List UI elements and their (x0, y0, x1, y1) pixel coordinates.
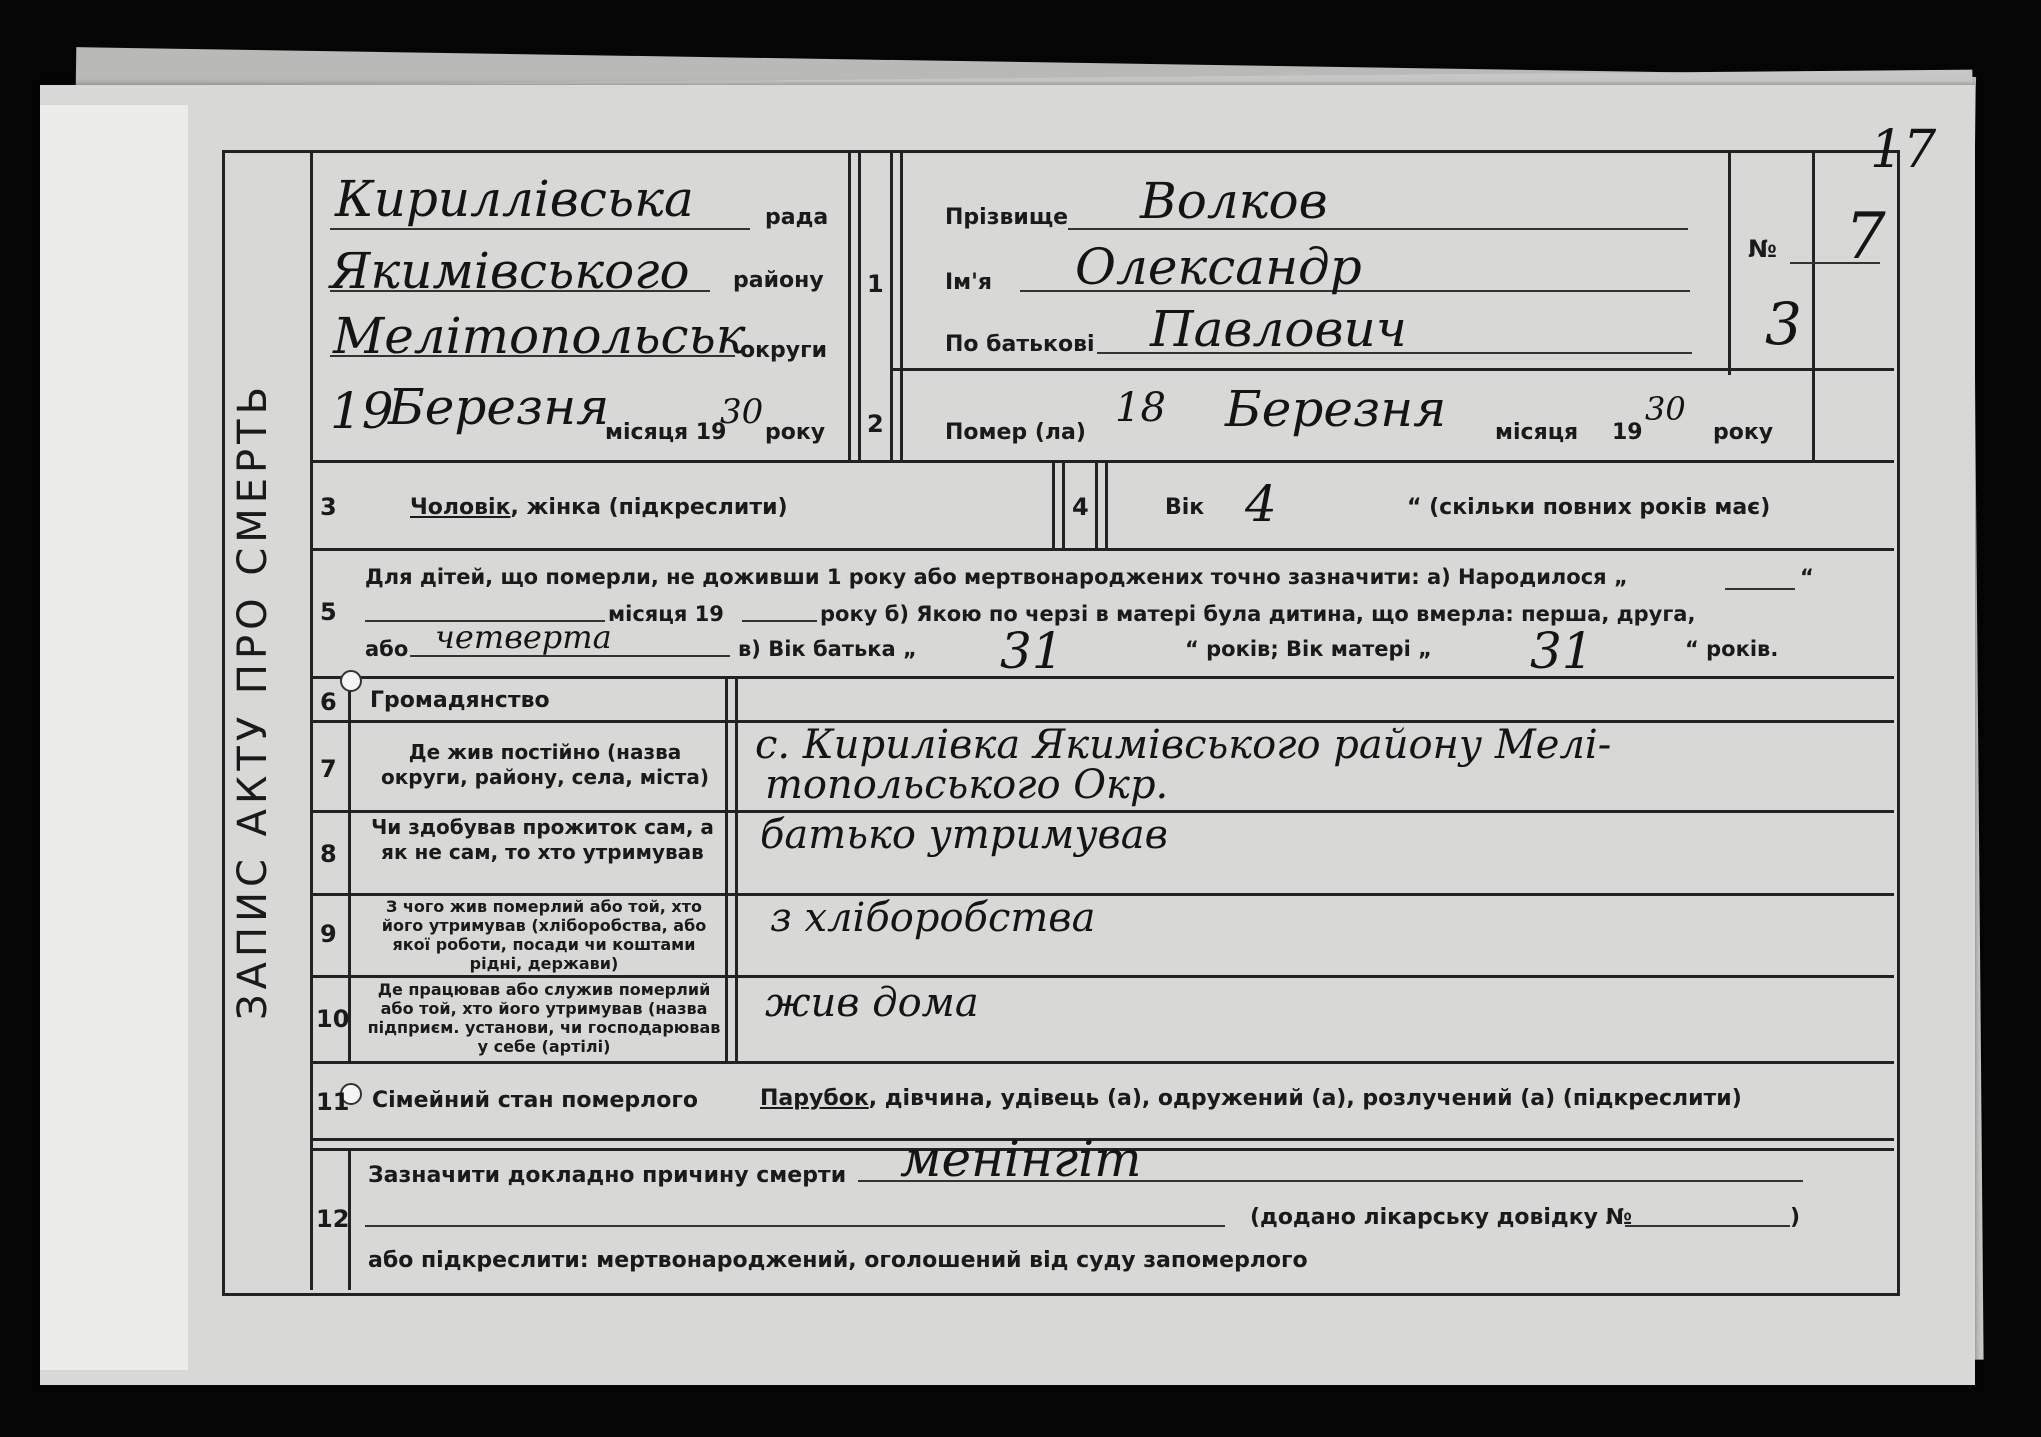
medical-cert-underline (1625, 1225, 1790, 1227)
age-suffix: “ (скільки повних років має) (1407, 495, 1771, 520)
infant-line1-end: “ (1800, 565, 1814, 589)
name-value: Олександр (1075, 238, 1362, 296)
punch-hole (340, 670, 362, 692)
raion-underline (330, 290, 710, 292)
row-number: 3 (320, 493, 337, 521)
cause-label: Зазначити докладно причину смерти (368, 1163, 847, 1188)
death-year: 30 (1645, 390, 1686, 428)
patronymic-label: По батькові (945, 332, 1095, 357)
row-number: 6 (320, 688, 337, 716)
mother-age-label: “ років; Вік матері „ (1185, 637, 1432, 661)
okruga-value: Мелітопольськ (333, 307, 746, 365)
row-number: 5 (320, 598, 337, 626)
card-torn-edge (40, 105, 188, 1370)
infant-born-underline (1725, 588, 1795, 590)
child-order-value: четверта (435, 618, 612, 656)
grid-line (893, 368, 1894, 371)
sex-male-underlined: Чоловік (410, 495, 511, 520)
sex-text (410, 495, 788, 520)
infant-year-underline (742, 620, 817, 622)
income-source-value: з хліборобства (770, 895, 1096, 941)
patronymic-value: Павлович (1150, 300, 1407, 358)
livelihood-value: батько утримував (760, 812, 1168, 858)
grid-line (858, 150, 861, 460)
grid-line (1052, 460, 1055, 548)
row-number: 9 (320, 920, 337, 948)
mother-age-value: 31 (1530, 622, 1594, 680)
reg-month-label: місяця 19 (605, 420, 727, 445)
marital-underlined: Парубок (760, 1086, 869, 1111)
grid-line (735, 676, 738, 1061)
row-number: 1 (867, 270, 884, 298)
form-title: ЗАПИС АКТУ ПРО СМЕРТЬ (230, 381, 276, 1020)
name-label: Ім'я (945, 270, 993, 295)
income-source-label: З чого жив померлий або той, хто його утримував (хліборобства, або якої роботи, посади чи коштами рідні, держави) (381, 897, 707, 973)
page-number-mark: 17 (1870, 120, 1937, 180)
grid-line (310, 1061, 1894, 1064)
rada-underline (330, 228, 750, 230)
grid-line (1812, 150, 1815, 460)
father-age-label: в) Вік батька „ (738, 637, 917, 661)
grid-line (310, 676, 1894, 679)
livelihood-label: Чи здобував прожиток сам, а як не сам, то хто утримував (371, 815, 714, 864)
row-number: 4 (1072, 493, 1089, 521)
infant-or: або (365, 637, 409, 661)
residence-value-line1: с. Кирилівка Якимівського району Мелі- (755, 722, 1612, 768)
reg-year: 30 (720, 392, 764, 432)
row-number: 10 (316, 1005, 350, 1033)
row-number: 8 (320, 840, 337, 868)
marital-options (760, 1086, 1742, 1111)
death-month: Березня (1225, 380, 1447, 438)
sex-options: , жінка (підкреслити) (510, 495, 788, 520)
surname-value: Волков (1140, 172, 1328, 230)
surname-label: Прізвище (945, 205, 1069, 230)
grid-line (1062, 460, 1065, 548)
child-order-underline (410, 655, 730, 657)
infant-month-label: місяця 19 (608, 602, 724, 626)
grid-line (848, 150, 851, 460)
residence-label: Де жив постійно (назва округи, району, села, міста) (380, 740, 710, 789)
reg-year-label: року (765, 420, 826, 445)
row-number: 12 (316, 1205, 350, 1233)
grid-line (310, 548, 1894, 551)
death-year-prefix: 19 (1612, 420, 1643, 445)
father-age-value: 31 (1000, 622, 1064, 680)
record-number-value: 7 (1845, 200, 1886, 274)
grid-line (310, 975, 1894, 978)
age-label: Вік (1165, 495, 1205, 520)
workplace-value: жив дома (765, 980, 979, 1026)
citizenship-label: Громадянство (370, 688, 550, 713)
raion-label: району (733, 268, 824, 293)
medical-cert-label: (додано лікарську довідку № (1250, 1205, 1633, 1230)
row-number: 11 (316, 1088, 350, 1116)
raion-value: Якимівського (330, 242, 690, 300)
rada-value: Кириллівська (335, 170, 694, 228)
grid-line (890, 150, 893, 460)
residence-value-line2: топольського Окр. (765, 762, 1169, 808)
marital-label: Сімейний стан померлого (372, 1088, 698, 1113)
infant-line2: року б) Якою по черзі в матері була дитина, що вмерла: перша, друга, (820, 602, 1696, 626)
infant-line1: Для дітей, що померли, не доживши 1 року або мертвонароджених точно зазначити: а) Народилося „ (365, 565, 1628, 589)
okruga-underline (330, 355, 735, 357)
grid-line (1105, 460, 1108, 548)
mother-age-suffix: “ років. (1685, 637, 1779, 661)
record-number-label: № (1748, 235, 1777, 263)
grid-line (900, 150, 903, 460)
row-number: 2 (867, 410, 884, 438)
stillborn-line: або підкреслити: мертвонароджений, оголошений від суду запомерлого (368, 1248, 1308, 1273)
grid-line (310, 893, 1894, 896)
grid-line (1728, 150, 1731, 375)
cause-underline-2 (365, 1225, 1225, 1227)
grid-line (348, 676, 351, 1061)
grid-line (1095, 460, 1098, 548)
workplace-label: Де працював або служив померлий або той, хто його утримував (назва підприєм. установи, чи господарював у себе (артілі) (367, 980, 721, 1056)
death-year-label: року (1713, 420, 1774, 445)
record-number-sub: 3 (1765, 290, 1802, 358)
grid-line (725, 676, 728, 1061)
reg-month: Березня (388, 378, 610, 436)
marital-rest: , дівчина, удівець (а), одружений (а), розлучений (а) (підкреслити) (868, 1086, 1742, 1111)
reg-day: 19 (330, 382, 394, 440)
okruga-label: округи (740, 338, 828, 363)
row-number: 7 (320, 755, 337, 783)
age-value: 4 (1245, 475, 1277, 533)
death-month-label: місяця (1495, 420, 1579, 445)
death-day: 18 (1115, 385, 1166, 431)
record-number-underline (1790, 262, 1880, 264)
grid-line (310, 460, 1894, 463)
death-label: Помер (ла) (945, 420, 1086, 445)
cause-value: менінгіт (900, 1130, 1142, 1188)
medical-cert-end: ) (1790, 1205, 1801, 1230)
rada-label: рада (765, 205, 829, 230)
